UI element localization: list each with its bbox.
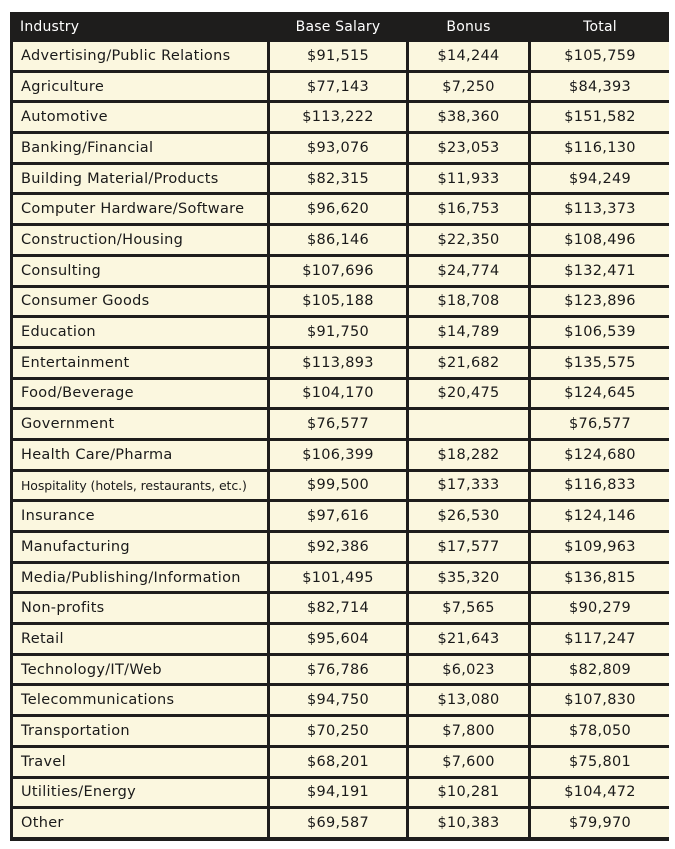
total-cell: $136,815: [531, 564, 669, 592]
table-row: [13, 103, 669, 131]
base-salary-cell: $95,604: [270, 625, 406, 653]
industry-cell: Building Material/Products: [13, 165, 267, 193]
base-salary-cell: $82,315: [270, 165, 406, 193]
industry-cell: Agriculture: [13, 73, 267, 101]
total-cell: $116,130: [531, 134, 669, 162]
total-cell: $78,050: [531, 717, 669, 745]
table-row: [13, 717, 669, 745]
total-cell: $105,759: [531, 42, 669, 70]
total-cell: $124,146: [531, 502, 669, 530]
industry-cell: Consumer Goods: [13, 288, 267, 316]
total-cell: $90,279: [531, 594, 669, 622]
table-header-row: [13, 15, 669, 39]
bonus-cell: $35,320: [409, 564, 528, 592]
base-salary-cell: $77,143: [270, 73, 406, 101]
bonus-cell: $17,577: [409, 533, 528, 561]
bonus-cell: $26,530: [409, 502, 528, 530]
industry-cell: Hospitality (hotels, restaurants, etc.): [13, 472, 267, 500]
industry-cell: Food/Beverage: [13, 380, 267, 408]
total-cell: $75,801: [531, 748, 669, 776]
total-cell: $116,833: [531, 472, 669, 500]
base-salary-cell: $99,500: [270, 472, 406, 500]
total-cell: $132,471: [531, 257, 669, 285]
table-row: [13, 656, 669, 684]
bonus-cell: $38,360: [409, 103, 528, 131]
total-cell: $106,539: [531, 318, 669, 346]
industry-cell: Construction/Housing: [13, 226, 267, 254]
table-row: [13, 441, 669, 469]
table-row: [13, 318, 669, 346]
bonus-cell: $7,565: [409, 594, 528, 622]
bonus-cell: $14,244: [409, 42, 528, 70]
total-cell: $82,809: [531, 656, 669, 684]
table-row: [13, 165, 669, 193]
bonus-cell: [409, 410, 528, 438]
industry-cell: Advertising/Public Relations: [13, 42, 267, 70]
bonus-cell: $17,333: [409, 472, 528, 500]
base-salary-cell: $82,714: [270, 594, 406, 622]
base-salary-cell: $76,577: [270, 410, 406, 438]
column-header-base-salary: Base Salary: [270, 15, 406, 39]
base-salary-cell: $105,188: [270, 288, 406, 316]
base-salary-cell: $94,750: [270, 686, 406, 714]
total-cell: $107,830: [531, 686, 669, 714]
total-cell: $108,496: [531, 226, 669, 254]
bonus-cell: $20,475: [409, 380, 528, 408]
bonus-cell: $7,600: [409, 748, 528, 776]
table-row: [13, 257, 669, 285]
total-cell: $109,963: [531, 533, 669, 561]
table-row: [13, 809, 669, 837]
table-row: [13, 195, 669, 223]
column-header-bonus: Bonus: [409, 15, 528, 39]
table-row: [13, 686, 669, 714]
base-salary-cell: $86,146: [270, 226, 406, 254]
industry-cell: Travel: [13, 748, 267, 776]
table-row: [13, 380, 669, 408]
total-cell: $124,680: [531, 441, 669, 469]
industry-cell: Media/Publishing/Information: [13, 564, 267, 592]
total-cell: $94,249: [531, 165, 669, 193]
base-salary-cell: $68,201: [270, 748, 406, 776]
table-body: [13, 42, 669, 837]
industry-cell: Education: [13, 318, 267, 346]
base-salary-cell: $101,495: [270, 564, 406, 592]
industry-cell: Insurance: [13, 502, 267, 530]
table-row: [13, 288, 669, 316]
table-row: [13, 349, 669, 377]
table-row: [13, 472, 669, 500]
industry-cell: Government: [13, 410, 267, 438]
base-salary-cell: $92,386: [270, 533, 406, 561]
base-salary-cell: $96,620: [270, 195, 406, 223]
total-cell: $113,373: [531, 195, 669, 223]
base-salary-cell: $76,786: [270, 656, 406, 684]
bonus-cell: $13,080: [409, 686, 528, 714]
bonus-cell: $7,250: [409, 73, 528, 101]
table-row: [13, 73, 669, 101]
bonus-cell: $6,023: [409, 656, 528, 684]
table-row: [13, 134, 669, 162]
base-salary-cell: $70,250: [270, 717, 406, 745]
total-cell: $117,247: [531, 625, 669, 653]
bonus-cell: $14,789: [409, 318, 528, 346]
table-row: [13, 748, 669, 776]
salary-table: [10, 12, 672, 840]
industry-cell: Non-profits: [13, 594, 267, 622]
table-row: [13, 226, 669, 254]
total-cell: $104,472: [531, 779, 669, 807]
table-row: [13, 779, 669, 807]
bonus-cell: $21,643: [409, 625, 528, 653]
total-cell: $76,577: [531, 410, 669, 438]
bonus-cell: $10,383: [409, 809, 528, 837]
base-salary-cell: $113,222: [270, 103, 406, 131]
bonus-cell: $22,350: [409, 226, 528, 254]
base-salary-cell: $93,076: [270, 134, 406, 162]
base-salary-cell: $113,893: [270, 349, 406, 377]
bonus-cell: $11,933: [409, 165, 528, 193]
industry-cell: Banking/Financial: [13, 134, 267, 162]
base-salary-cell: $106,399: [270, 441, 406, 469]
base-salary-cell: $107,696: [270, 257, 406, 285]
total-cell: $79,970: [531, 809, 669, 837]
industry-cell: Retail: [13, 625, 267, 653]
table-row: [13, 533, 669, 561]
total-cell: $124,645: [531, 380, 669, 408]
table-row: [13, 594, 669, 622]
bonus-cell: $23,053: [409, 134, 528, 162]
total-cell: $135,575: [531, 349, 669, 377]
industry-cell: Health Care/Pharma: [13, 441, 267, 469]
bonus-cell: $18,282: [409, 441, 528, 469]
bonus-cell: $18,708: [409, 288, 528, 316]
total-cell: $151,582: [531, 103, 669, 131]
table-row: [13, 502, 669, 530]
industry-cell: Other: [13, 809, 267, 837]
industry-cell: Entertainment: [13, 349, 267, 377]
base-salary-cell: $97,616: [270, 502, 406, 530]
table-row: [13, 625, 669, 653]
base-salary-cell: $91,515: [270, 42, 406, 70]
base-salary-cell: $94,191: [270, 779, 406, 807]
bonus-cell: $16,753: [409, 195, 528, 223]
bonus-cell: $10,281: [409, 779, 528, 807]
industry-cell: Transportation: [13, 717, 267, 745]
bonus-cell: $21,682: [409, 349, 528, 377]
table-row: [13, 564, 669, 592]
total-cell: $123,896: [531, 288, 669, 316]
industry-cell: Consulting: [13, 257, 267, 285]
base-salary-cell: $104,170: [270, 380, 406, 408]
total-cell: $84,393: [531, 73, 669, 101]
industry-cell: Computer Hardware/Software: [13, 195, 267, 223]
bonus-cell: $7,800: [409, 717, 528, 745]
base-salary-cell: $69,587: [270, 809, 406, 837]
base-salary-cell: $91,750: [270, 318, 406, 346]
salary-table-frame: [10, 12, 669, 841]
bonus-cell: $24,774: [409, 257, 528, 285]
column-header-industry: Industry: [13, 15, 267, 39]
industry-cell: Manufacturing: [13, 533, 267, 561]
industry-cell: Utilities/Energy: [13, 779, 267, 807]
table-row: [13, 410, 669, 438]
column-header-total: Total: [531, 15, 669, 39]
industry-cell: Automotive: [13, 103, 267, 131]
table-row: [13, 42, 669, 70]
industry-cell: Telecommunications: [13, 686, 267, 714]
industry-cell: Technology/IT/Web: [13, 656, 267, 684]
